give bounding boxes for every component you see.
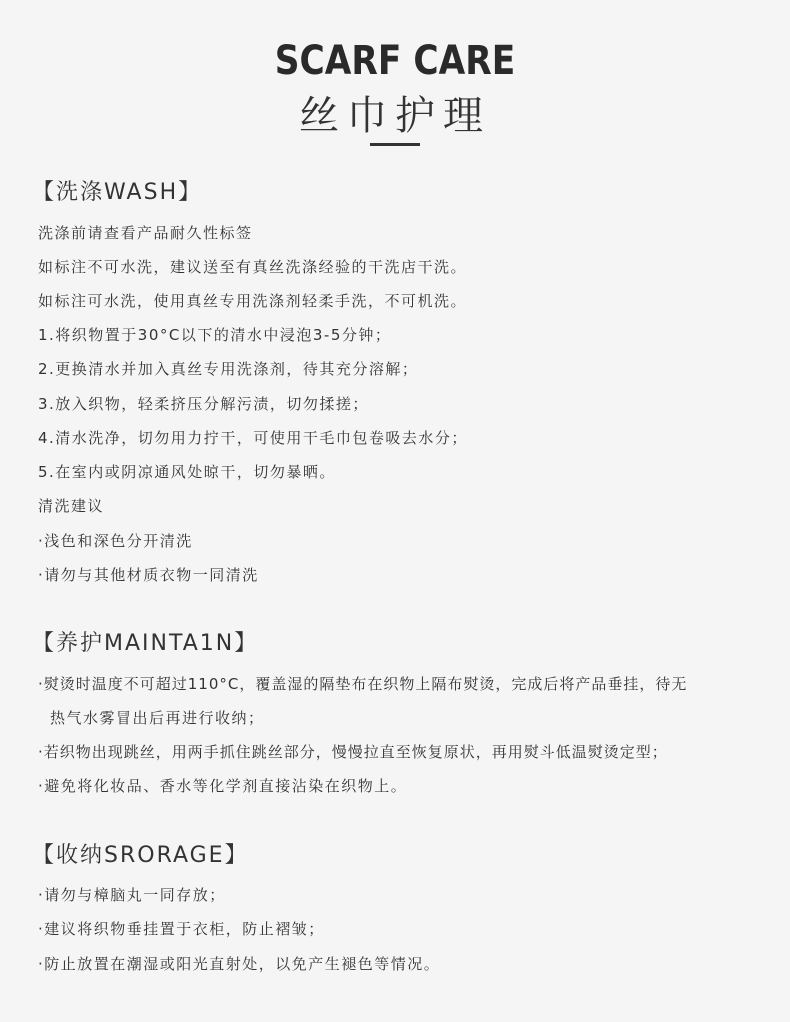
storage-section-title: 【收纳SRORAGE】 (32, 843, 249, 868)
maintain-item: ·熨烫时温度不可超过110°C，覆盖湿的隔垫布在织物上隔布熨烫，完成后将产品垂挂，待无 (38, 675, 688, 693)
wash-advice-heading: 清洗建议 (38, 497, 105, 515)
storage-item: ·建议将织物垂挂置于衣柜，防止褶皱； (38, 920, 325, 938)
wash-step: 5.在室内或阴凉通风处晾干，切勿暴晒。 (38, 463, 336, 481)
wash-line: 如标注可水洗，使用真丝专用洗涤剂轻柔手洗，不可机洗。 (38, 292, 468, 310)
wash-section-title: 【洗涤WASH】 (32, 180, 203, 205)
page-title-english: SCARF CARE (274, 38, 516, 84)
wash-line: 洗涤前请查看产品耐久性标签 (38, 224, 253, 242)
wash-advice-item: ·浅色和深色分开清洗 (38, 532, 193, 550)
maintain-item: ·避免将化妆品、香水等化学剂直接沾染在织物上。 (38, 777, 408, 795)
wash-step: 3.放入织物，轻柔挤压分解污渍，切勿揉搓； (38, 395, 369, 413)
maintain-item: ·若织物出现跳丝，用两手抓住跳丝部分，慢慢拉直至恢复原状，再用熨斗低温熨烫定型； (38, 743, 668, 761)
wash-advice-item: ·请勿与其他材质衣物一同清洗 (38, 566, 259, 584)
wash-step: 2.更换清水并加入真丝专用洗涤剂，待其充分溶解； (38, 360, 419, 378)
page-title-chinese: 丝巾护理 (299, 93, 491, 139)
wash-step: 4.清水洗净，切勿用力拧干，可使用干毛巾包卷吸去水分； (38, 429, 468, 447)
maintain-section-title: 【养护MAINTA1N】 (32, 631, 259, 656)
maintain-item-continuation: 热气水雾冒出后再进行收纳； (50, 709, 265, 727)
wash-line: 如标注不可水洗，建议送至有真丝洗涤经验的干洗店干洗。 (38, 258, 468, 276)
storage-item: ·防止放置在潮湿或阳光直射处，以免产生褪色等情况。 (38, 955, 441, 973)
title-divider (370, 143, 420, 146)
wash-step: 1.将织物置于30°C以下的清水中浸泡3-5分钟； (38, 326, 392, 344)
storage-item: ·请勿与樟脑丸一同存放； (38, 886, 226, 904)
